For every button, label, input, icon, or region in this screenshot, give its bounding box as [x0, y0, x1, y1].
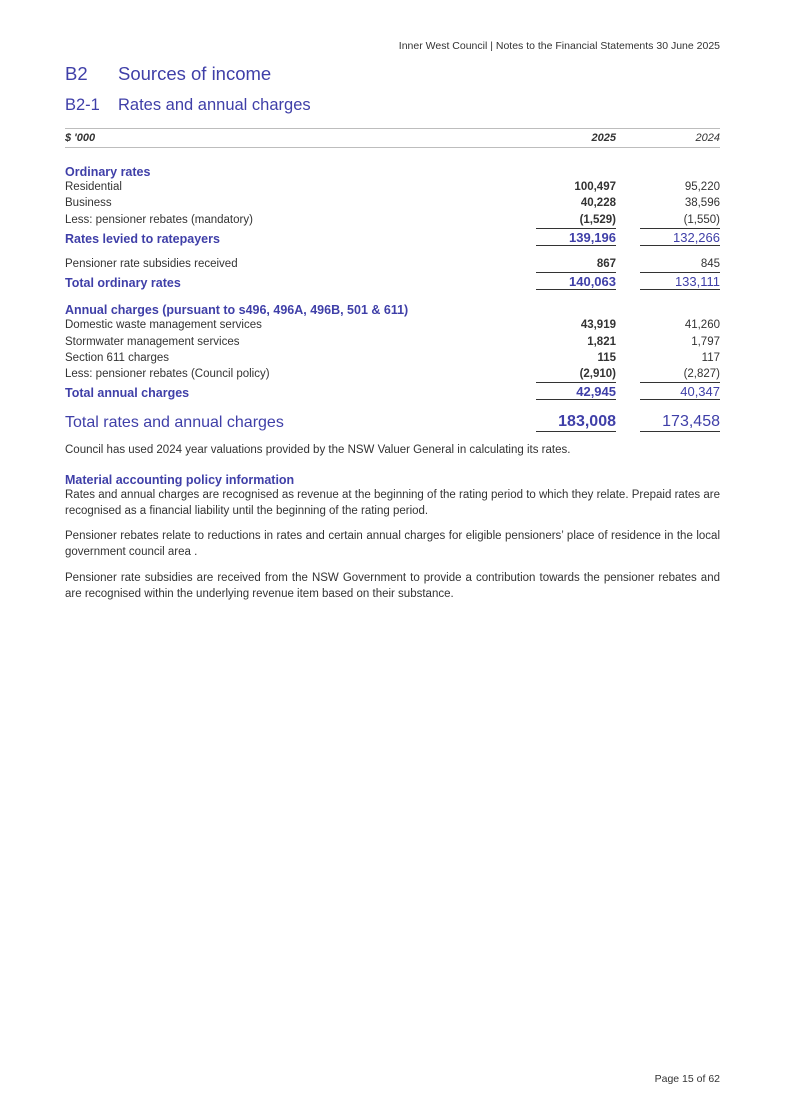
row-label: Total ordinary rates	[65, 276, 181, 291]
table-row	[65, 317, 720, 333]
row-current: (1,529)	[579, 213, 616, 226]
row-label: Rates levied to ratepayers	[65, 231, 220, 246]
policy-paragraph: Pensioner rate subsidies are received from the NSW Government to provide a contribution towards the pensioner rebates and are recognised within the underlying revenue item based on their substance.	[65, 572, 720, 600]
row-label: Less: pensioner rebates (mandatory)	[65, 213, 253, 226]
subsection-title: Rates and annual charges	[118, 96, 311, 114]
page-number: Page 15 of 62	[654, 1073, 720, 1085]
grand-total-row	[65, 410, 720, 432]
table-row	[65, 256, 720, 272]
table-row	[65, 350, 720, 366]
row-label: Domestic waste management services	[65, 319, 262, 332]
row-current: 1,821	[587, 335, 616, 348]
total-annual-charges-row	[65, 382, 720, 400]
rates-levied-row	[65, 228, 720, 246]
row-label: Residential	[65, 181, 122, 194]
unit-label: $ '000	[65, 132, 96, 144]
row-current: 183,008	[536, 413, 616, 432]
table-row	[65, 333, 720, 349]
row-prior: 845	[700, 258, 720, 271]
row-prior: 38,596	[684, 197, 720, 210]
row-label: Total rates and annual charges	[65, 414, 284, 432]
col-current-year: 2025	[591, 132, 616, 144]
row-current: 43,919	[580, 319, 616, 332]
row-label: Pensioner rate subsidies received	[65, 258, 238, 271]
row-current: 867	[596, 258, 616, 271]
row-current: 140,063	[536, 272, 616, 290]
ordinary-rates-title: Ordinary rates	[65, 165, 151, 179]
total-ordinary-rates-row	[65, 272, 720, 290]
table-header-row	[65, 128, 720, 148]
row-prior: 40,347	[640, 382, 720, 400]
row-label: Business	[65, 197, 112, 210]
row-current: 139,196	[536, 228, 616, 246]
page-header: Inner West Council | Notes to the Financial Statements 30 June 2025	[398, 40, 720, 52]
row-current: 40,228	[580, 197, 616, 210]
row-prior: (1,550)	[683, 213, 720, 226]
rates-table	[65, 128, 720, 432]
subsection-number: B2-1	[65, 96, 100, 114]
section-heading	[65, 63, 271, 85]
row-prior: 1,797	[691, 335, 720, 348]
row-label: Less: pensioner rebates (Council policy)	[65, 368, 270, 381]
row-label: Total annual charges	[65, 386, 190, 401]
section-title: Sources of income	[118, 63, 272, 84]
row-prior: 117	[701, 351, 720, 364]
annual-charges-title: Annual charges (pursuant to s496, 496A, 496B, 501 & 611)	[65, 303, 409, 318]
table-row	[65, 195, 720, 211]
table-row	[65, 366, 720, 382]
row-prior: 173,458	[640, 413, 720, 432]
section-number: B2	[65, 63, 88, 84]
row-current: (2,910)	[579, 368, 616, 381]
row-current: 115	[597, 351, 616, 364]
row-prior: 133,111	[640, 272, 720, 290]
subsection-heading	[65, 96, 311, 115]
policy-paragraph: Rates and annual charges are recognised as revenue at the beginning of the rating period to which they relate. Prepaid rates are recognised as a financial liability until the beginning of the rating period.	[65, 489, 720, 517]
row-prior: 41,260	[684, 319, 720, 332]
policy-heading: Material accounting policy information	[65, 473, 295, 487]
row-prior: 95,220	[684, 181, 720, 194]
row-prior: 132,266	[640, 228, 720, 246]
row-prior: (2,827)	[683, 368, 720, 381]
valuation-note: Council has used 2024 year valuations provided by the NSW Valuer General in calculating its rates.	[65, 444, 571, 456]
table-row	[65, 212, 720, 228]
row-label: Stormwater management services	[65, 335, 240, 348]
col-prior-year: 2024	[695, 132, 720, 144]
table-row	[65, 179, 720, 195]
row-label: Section 611 charges	[65, 351, 169, 364]
row-current: 42,945	[536, 382, 616, 400]
policy-paragraph: Pensioner rebates relate to reductions in rates and certain annual charges for eligible pensioners’ place of residence in the local government council area .	[65, 530, 720, 558]
row-current: 100,497	[574, 181, 616, 194]
